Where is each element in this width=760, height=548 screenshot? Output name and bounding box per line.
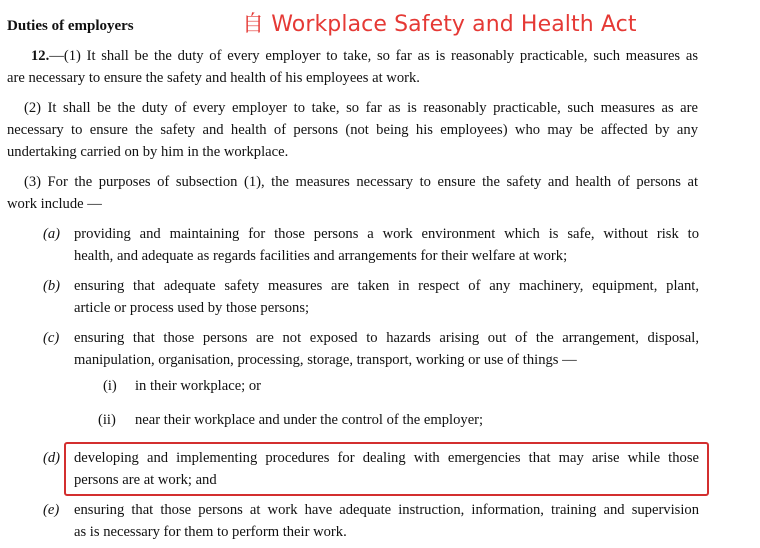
subsection-2-line-1: (2) It shall be the duty of every employer to take, so far as is reasonably practicable, such measures as are	[24, 100, 698, 116]
item-c-line-1: ensuring that those persons are not exposed to hazards arising out of the arrangement, disposal,	[74, 330, 699, 346]
item-c-marker: (c)	[43, 330, 60, 346]
item-a-line-1: providing and maintaining for those persons a work environment which is safe, without risk to	[74, 226, 699, 242]
item-c-line-2: manipulation, organisation, processing, storage, transport, working or use of things —	[74, 352, 577, 368]
item-a-marker: (a)	[43, 226, 61, 242]
section-number: 12.	[31, 48, 50, 64]
subsection-1-line-1	[7, 45, 698, 67]
item-d-line-2: persons are at work; and	[74, 472, 217, 488]
subitem-ii-text: near their workplace and under the control of the employer;	[135, 412, 484, 428]
subsection-3-line-1: (3) For the purposes of subsection (1), the measures necessary to ensure the safety and health of persons at	[24, 174, 698, 190]
item-b-marker: (b)	[43, 278, 61, 294]
section-heading: Duties of employers	[7, 18, 134, 34]
subitem-i-text: in their workplace; or	[135, 378, 262, 394]
item-b-line-1: ensuring that adequate safety measures are taken in respect of any machinery, equipment, plant,	[74, 278, 699, 294]
subsection-1-text: —(1) It shall be the duty of every employer to take, so far as is reasonably practicable, such measures as	[49, 48, 698, 64]
subsection-2-line-3: undertaking carried on by him in the workplace.	[7, 144, 289, 160]
item-d-marker: (d)	[43, 450, 61, 466]
item-e-marker: (e)	[43, 502, 60, 518]
subsection-3-line-2: work include —	[7, 196, 102, 212]
subitem-ii-marker: (ii)	[98, 412, 116, 428]
subsection-2-line-2: necessary to ensure the safety and health of persons (not being his employees) who may be affected by any	[7, 122, 698, 138]
item-e-line-2: as is necessary for them to perform their work.	[74, 524, 347, 540]
overlay-title: 自 Workplace Safety and Health Act	[242, 12, 637, 37]
item-d-line-1: developing and implementing procedures for dealing with emergencies that may arise while those	[74, 450, 699, 466]
item-b-line-2: article or process used by those persons;	[74, 300, 310, 316]
subitem-i-marker: (i)	[103, 378, 117, 394]
item-e-line-1: ensuring that those persons at work have adequate instruction, information, training and supervision	[74, 502, 699, 518]
subsection-1-line-2: are necessary to ensure the safety and health of his employees at work.	[7, 70, 420, 86]
item-a-line-2: health, and adequate as regards facilities and arrangements for their welfare at work;	[74, 248, 568, 264]
